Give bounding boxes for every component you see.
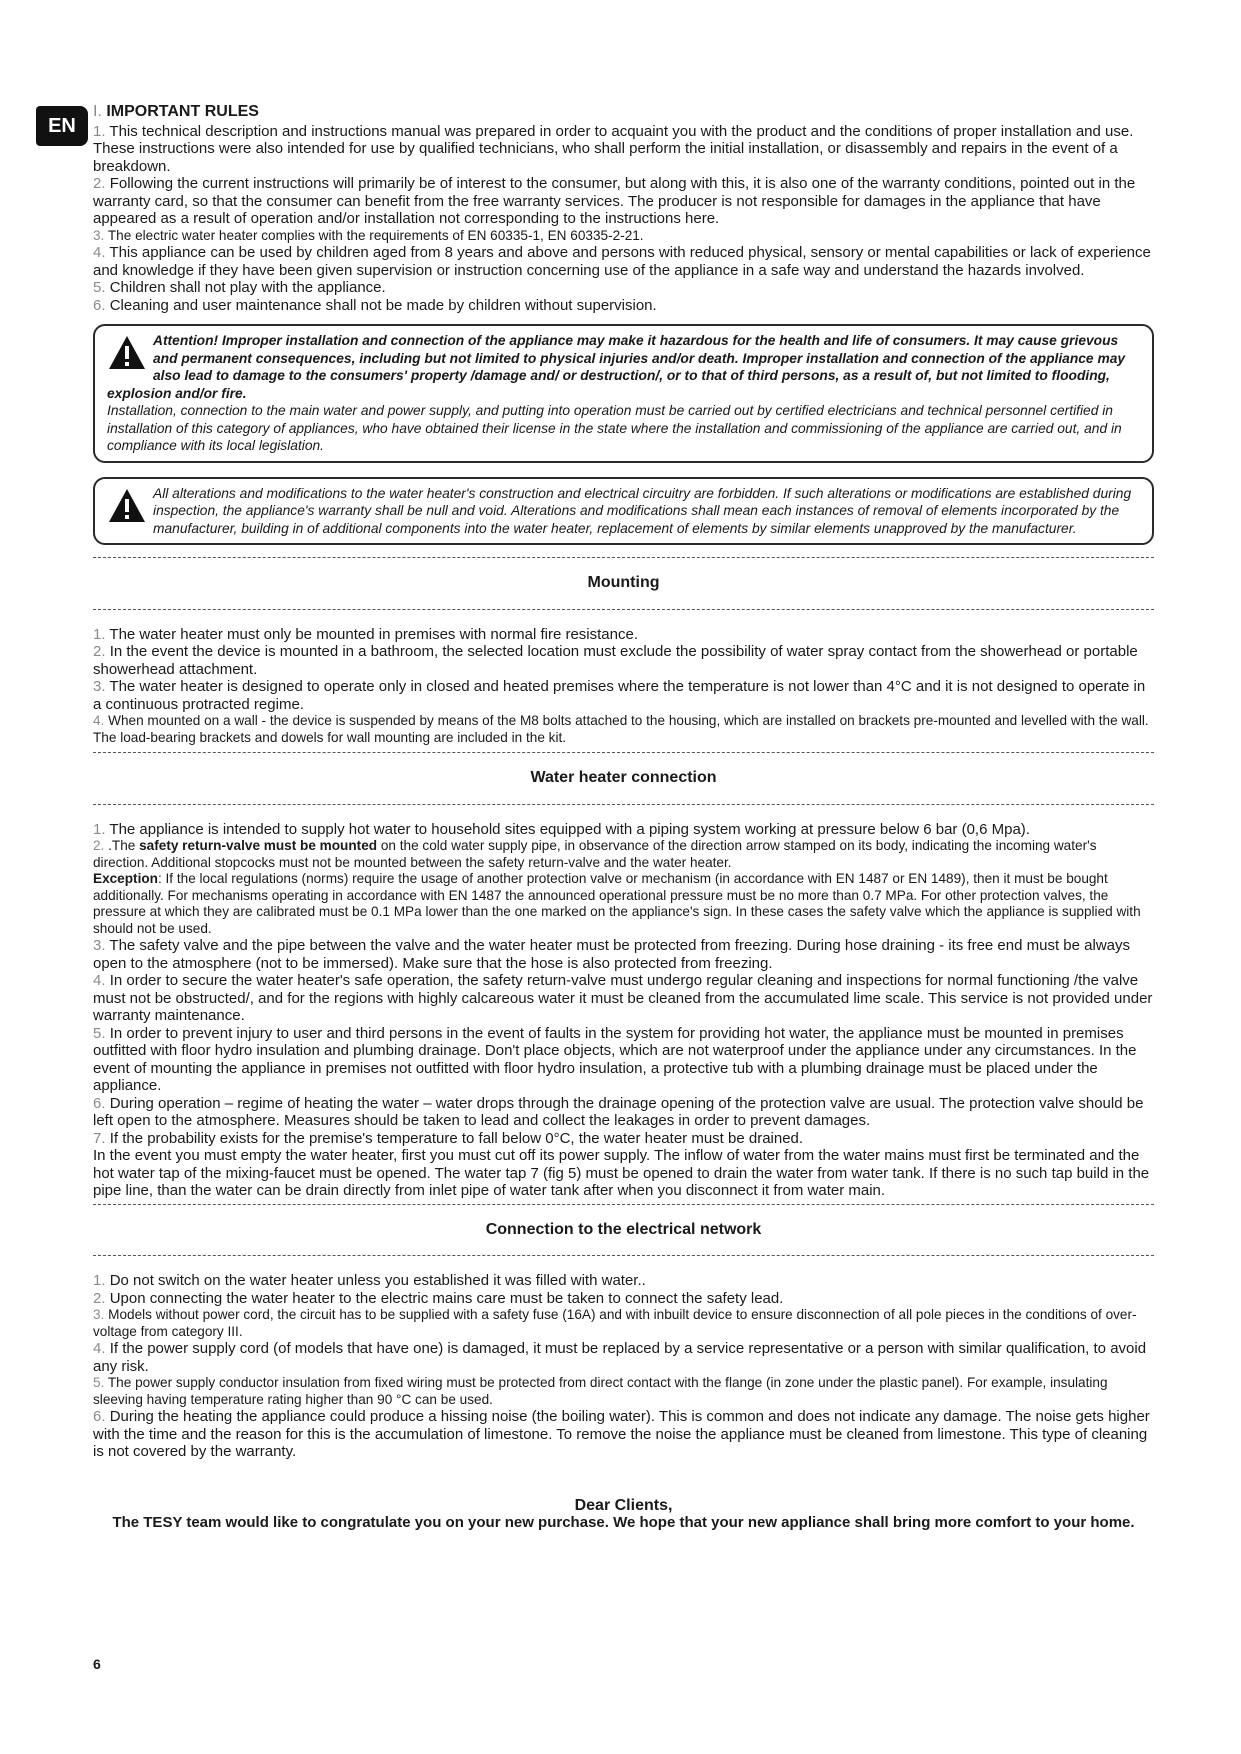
item-text: Do not switch on the water heater unless you established it was filled with water.. xyxy=(109,1272,646,1289)
item-text: The appliance is intended to supply hot water to household sites equipped with a piping system working at pressure below 6 bar (0,6 Mpa). xyxy=(109,820,1030,838)
list-item xyxy=(93,1095,1154,1130)
item-number: 7. xyxy=(93,1129,106,1147)
list-item xyxy=(93,175,1154,228)
warning-box-installation xyxy=(93,324,1154,463)
list-item xyxy=(93,1307,1154,1340)
item-number: 4. xyxy=(93,713,105,728)
page-number: 6 xyxy=(93,1656,101,1672)
warning-triangle-icon xyxy=(107,487,147,525)
item-number: 2. xyxy=(93,838,105,853)
item-text: In order to secure the water heater's safe operation, the safety return-valve must undergo regular cleaning and inspections for normal functioning /the valve must not be obstructed/, and for the regions with highly calcareous water it must be cleaned from the accumulated lime scale. This service is not provided under warranty maintenance. xyxy=(93,972,1153,1024)
item-text: Following the current instructions will primarily be of interest to the consumer, but along with this, it is also one of the warranty conditions, pointed out in the warranty card, so that the consumer can benefit from the free warranty services. The producer is not responsible for damages in the appliance that have appeared as a result of operation and/or installation not corresponding to the instructions here. xyxy=(93,175,1136,227)
item-text: This technical description and instructions manual was prepared in order to acquaint you with the product and the conditions of proper installation and use. These instructions were also intended for use by qualified technicians, who shall perform the initial installation, or disassembly and repairs in the event of a breakdown. xyxy=(93,122,1134,175)
list-item xyxy=(93,626,1154,644)
manual-page xyxy=(93,103,1154,1532)
item-text: In the event the device is mounted in a bathroom, the selected location must exclude the possibility of water spray contact from the showerhead or portable showerhead attachment. xyxy=(93,643,1138,678)
list-item xyxy=(93,838,1154,871)
item-number: 4. xyxy=(93,972,106,989)
item-text: Children shall not play with the appliance. xyxy=(109,279,386,296)
item-number: 1. xyxy=(93,625,106,643)
list-item xyxy=(93,1340,1154,1375)
item-text: When mounted on a wall - the device is suspended by means of the M8 bolts attached to the housing, which are installed on brackets pre-mounted and levelled with the wall. The load-bearing brackets and dowels for wall mounting are included in the kit. xyxy=(93,713,1149,745)
item-number: 3. xyxy=(93,227,105,243)
connection-list xyxy=(93,805,1154,1200)
list-item xyxy=(93,972,1154,1025)
item-number: 6. xyxy=(93,1408,106,1425)
item-text-bold: safety return-valve must be mounted xyxy=(139,838,378,853)
item-number: 2. xyxy=(93,643,106,660)
item-text: During operation – regime of heating the water – water drops through the drainage opening of the protection valve are usual. The protection valve should be left open to the atmosphere. Measures should be taken to lead and collect the leakages in order to prevent damages. xyxy=(93,1094,1144,1129)
item-text: Models without power cord, the circuit has to be supplied with a safety fuse (16A) and with inbuilt device to ensure disconnection of all pole pieces in the conditions of over-voltage from category III. xyxy=(93,1307,1137,1339)
item-text: Upon connecting the water heater to the electric mains care must be taken to connect the safety lead. xyxy=(109,1289,784,1307)
item-number: 3. xyxy=(93,1307,105,1322)
item-number: 1. xyxy=(93,1272,106,1289)
item-number: 5. xyxy=(93,1375,105,1390)
item-number: 6. xyxy=(93,1094,106,1112)
item-number: 3. xyxy=(93,937,106,954)
item-text: on the cold water supply pipe, in observance of the direction arrow stamped on its body, indicating the incoming water's direction. Additional stopcocks must not be mounted between the safety return-valve and the water heater. xyxy=(93,838,1097,870)
mounting-list xyxy=(93,610,1154,747)
item-text: If the power supply cord (of models that have one) is damaged, it must be replaced by a service representative or a person with similar qualification, to avoid any risk. xyxy=(93,1340,1147,1375)
item-number: 5. xyxy=(93,279,106,296)
warning-triangle-icon xyxy=(107,334,147,372)
warning-body-text: All alterations and modifications to the water heater's construction and electrical circuitry are forbidden. If such alterations or modifications are established during inspection, the appliance's warranty shall be null and void. Alterations and modifications shall mean each instances of removal of elements incorporated by the manufacturer, building in of additional components into the water heater, replacement of elements by similar elements unapproved by the manufacturer. xyxy=(153,485,1132,536)
item-text: If the probability exists for the premise's temperature to fall below 0°C, the water heater must be drained. xyxy=(109,1129,804,1147)
section-title-mounting: Mounting xyxy=(587,574,660,591)
closing-congratulation: The TESY team would like to congratulate you on your new purchase. We hope that your new appliance shall bring more comfort to your home. xyxy=(112,1514,1135,1531)
closing-message xyxy=(93,1497,1154,1532)
warning-lead-text: Attention! Improper installation and connection of the appliance may make it hazardous for the health and life of consumers. It may cause grievous and permanent consequences, including but not limited to physical injuries and/or death. Improper installation and connection of the appliance may also lead to damage to the consumers' property /damage and/ or destruction/, or to that of third persons, as a result of, but not limited to flooding, explosion and/or fire. xyxy=(107,333,1126,401)
item-number: 1. xyxy=(93,820,106,838)
warning-body-text: Installation, connection to the main water and power supply, and putting into operation must be carried out by certified electricians and technical personnel certified in installation of this category of appliances, who have obtained their license in the state where the installation and commissioning of the appliance are carried out, and in compliance with its local legislation. xyxy=(107,403,1122,453)
item-number: 5. xyxy=(93,1024,106,1042)
language-tab: EN xyxy=(36,106,88,146)
item-text: The water heater is designed to operate only in closed and heated premises where the temperature is not lower than 4°C and it is not designed to operate in a continuous protracted regime. xyxy=(93,678,1146,713)
exception-label: Exception xyxy=(93,871,158,886)
exception-paragraph xyxy=(93,871,1154,937)
item-text-prefix: .The xyxy=(108,838,140,853)
item-number: 3. xyxy=(93,678,106,695)
section-title: IMPORTANT RULES xyxy=(106,103,259,120)
list-item xyxy=(93,1375,1154,1408)
item-text: The water heater must only be mounted in premises with normal fire resistance. xyxy=(109,625,638,643)
list-item xyxy=(93,1408,1154,1461)
item-text: Cleaning and user maintenance shall not be made by children without supervision. xyxy=(109,296,657,314)
list-item xyxy=(93,678,1154,713)
list-item xyxy=(93,821,1154,839)
item-number: 2. xyxy=(93,1289,106,1307)
item-text: The safety valve and the pipe between the valve and the water heater must be protected from freezing. During hose draining - its free end must be always open to the atmosphere (not to be immersed). Make sure that the hose is also protected from freezing. xyxy=(93,937,1130,972)
list-item xyxy=(93,279,1154,297)
item-text: The power supply conductor insulation from fixed wiring must be protected from direct contact with the flange (in zone under the plastic panel). For example, insulating sleeving having temperature rating higher than 90 °C can be used. xyxy=(93,1375,1108,1407)
list-item xyxy=(93,713,1154,746)
warning-box-modifications xyxy=(93,477,1154,546)
section-number: I. xyxy=(93,103,102,120)
exception-text: : If the local regulations (norms) require the usage of another protection valve or mechanism (in accordance with EN 1487 or EN 1489), then it must be bought additionally. For mechanisms operating in accordance with EN 1487 the announced operational pressure must be no more than 0.7 MPa. For other protection valves, the pressure at which they are calibrated must be 0.1 MPa lower than the one marked on the appliance's sign. In these cases the safety valve which the appliance is supplied with should not be used. xyxy=(93,871,1141,936)
item-text: In order to prevent injury to user and third persons in the event of faults in the system for providing hot water, the appliance must be mounted in premises outfitted with floor hydro insulation and plumbing drainage. Don't place objects, which are not waterproof under the appliance under any circumstances. In the event of mounting the appliance in premises not outfitted with floor hydro insulation, a protective tub with a plumbing drainage must be placed under the appliance. xyxy=(93,1024,1137,1094)
section-title-connection: Water heater connection xyxy=(530,769,717,786)
section-title-electrical: Connection to the electrical network xyxy=(485,1220,762,1238)
list-item xyxy=(93,1025,1154,1095)
item-number: 4. xyxy=(93,1340,106,1357)
list-item xyxy=(93,937,1154,972)
list-item xyxy=(93,244,1154,279)
list-item xyxy=(93,1130,1154,1148)
list-item xyxy=(93,297,1154,315)
closing-greeting: Dear Clients, xyxy=(574,1496,673,1514)
list-item xyxy=(93,1290,1154,1308)
item-number: 4. xyxy=(93,244,106,261)
item-number: 1. xyxy=(93,122,106,140)
item-number: 6. xyxy=(93,296,106,314)
list-item xyxy=(93,1272,1154,1290)
list-item xyxy=(93,228,1154,245)
section-title-important-rules xyxy=(93,103,1154,121)
item-text: The electric water heater complies with the requirements of EN 60335-1, EN 60335-2-21. xyxy=(107,227,644,243)
item-text: This appliance can be used by children aged from 8 years and above and persons with reduced physical, sensory or mental capabilities or lack of experience and knowledge if they have been given supervision or instruction concerning use of the appliance in a safe way and understand the hazards involved. xyxy=(93,244,1151,279)
list-item xyxy=(93,643,1154,678)
item-number: 2. xyxy=(93,175,106,192)
list-item xyxy=(93,123,1154,176)
electrical-list xyxy=(93,1256,1154,1461)
item-text: During the heating the appliance could produce a hissing noise (the boiling water). This is common and does not indicate any damage. The noise gets higher with the time and the reason for this is the accumulation of limestone. To remove the noise the appliance must be cleaned from limestone. This type of cleaning is not covered by the warranty. xyxy=(93,1408,1150,1460)
drain-paragraph: In the event you must empty the water heater, first you must cut off its power supply. The inflow of water from the water mains must first be terminated and the hot water tap of the mixing-faucet must be opened. The water tap 7 (fig 5) must be opened to drain the water from water tank. If there is no such tap build in the pipe line, than the water can be drain directly from inlet pipe of water tank after when you disconnect it from water main. xyxy=(93,1147,1150,1199)
